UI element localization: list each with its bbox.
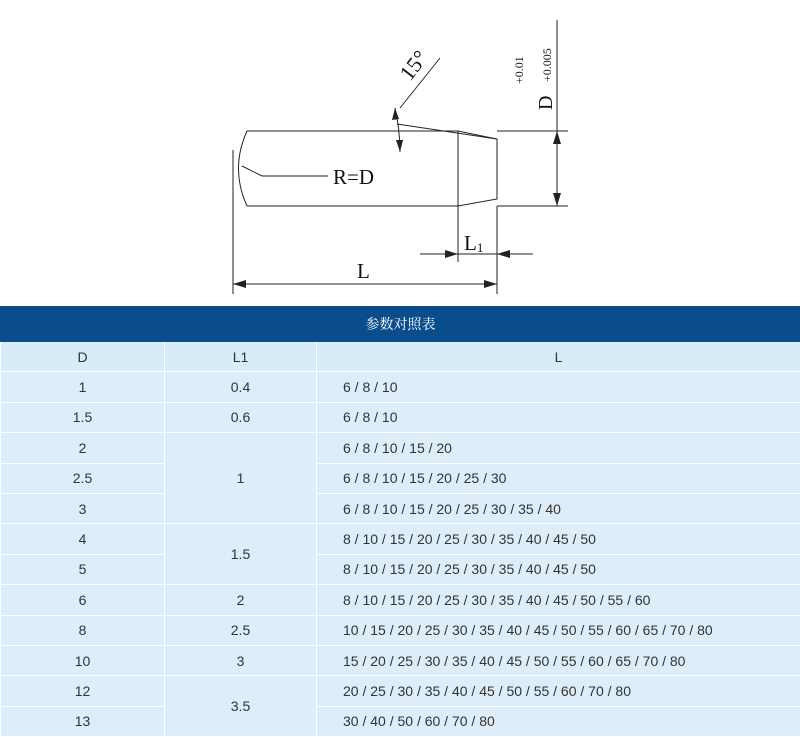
- length-arrow-left: [233, 280, 246, 288]
- tolerance-upper: +0.01: [512, 56, 526, 84]
- diameter-arrow-top: [553, 131, 561, 144]
- cell-d: 5: [1, 554, 165, 584]
- cell-l: 10 / 15 / 20 / 25 / 30 / 35 / 40 / 45 / 50 / 55 / 60 / 65 / 70 / 80: [317, 615, 800, 645]
- length-label: L: [357, 259, 370, 283]
- cell-l1: 0.4: [165, 372, 317, 402]
- cell-l: 8 / 10 / 15 / 20 / 25 / 30 / 35 / 40 / 45 / 50 / 55 / 60: [317, 585, 800, 615]
- cell-l1: 3: [165, 645, 317, 675]
- cell-d: 12: [1, 676, 165, 706]
- table-row: [1, 554, 800, 584]
- table-row: [1, 585, 800, 615]
- cell-l: 15 / 20 / 25 / 30 / 35 / 40 / 45 / 50 / 55 / 60 / 65 / 70 / 80: [317, 645, 800, 675]
- l1-arrow-left: [445, 250, 458, 258]
- cell-d: 6: [1, 585, 165, 615]
- l1-label-main: L: [464, 231, 477, 255]
- cell-l: 30 / 40 / 50 / 60 / 70 / 80: [317, 706, 800, 736]
- length-arrow-right: [484, 280, 497, 288]
- table-row: [1, 372, 800, 402]
- cell-l1: 1.5: [165, 524, 317, 585]
- angle-label: 15°: [394, 45, 433, 85]
- radius-leader: [242, 166, 262, 176]
- header-l: L: [317, 342, 800, 372]
- cell-l1: 1: [165, 433, 317, 524]
- pin-technical-drawing: [0, 0, 800, 306]
- cell-l1: 2: [165, 585, 317, 615]
- angle-arrow-top: [392, 108, 399, 120]
- cell-l: 6 / 8 / 10 / 15 / 20: [317, 433, 800, 463]
- diameter-arrow-bottom: [553, 193, 561, 206]
- table-row: [1, 615, 800, 645]
- table-row: [1, 433, 800, 463]
- cell-l: 8 / 10 / 15 / 20 / 25 / 30 / 35 / 40 / 45 / 50: [317, 524, 800, 554]
- cell-d: 1.5: [1, 402, 165, 432]
- table-title: 参数对照表: [1, 307, 800, 342]
- l1-label: [464, 231, 483, 255]
- table-row: [1, 706, 800, 736]
- cell-l: 6 / 8 / 10: [317, 402, 800, 432]
- table-header-row: [1, 342, 800, 372]
- l1-label-sub: 1: [477, 240, 484, 255]
- angle-arrow-bottom: [396, 140, 403, 152]
- table-row: [1, 676, 800, 706]
- tolerance-lower: +0.005: [540, 48, 554, 82]
- table-row: [1, 645, 800, 675]
- cell-l: 6 / 8 / 10 / 15 / 20 / 25 / 30 / 35 / 40: [317, 493, 800, 523]
- table-row: [1, 402, 800, 432]
- cell-d: 8: [1, 615, 165, 645]
- pin-rounded-end: [239, 131, 248, 206]
- l1-arrow-right: [497, 250, 510, 258]
- header-d: D: [1, 342, 165, 372]
- table-title-row: [1, 307, 800, 342]
- radius-label: R=D: [333, 165, 374, 189]
- cell-l: 20 / 25 / 30 / 35 / 40 / 45 / 50 / 55 / 60 / 70 / 80: [317, 676, 800, 706]
- cell-d: 4: [1, 524, 165, 554]
- cell-l: 6 / 8 / 10 / 15 / 20 / 25 / 30: [317, 463, 800, 493]
- cell-l: 8 / 10 / 15 / 20 / 25 / 30 / 35 / 40 / 45 / 50: [317, 554, 800, 584]
- table-row: [1, 493, 800, 523]
- parameter-table-container: [0, 306, 800, 737]
- cell-d: 10: [1, 645, 165, 675]
- cell-d: 2: [1, 433, 165, 463]
- table-row: [1, 524, 800, 554]
- header-l1: L1: [165, 342, 317, 372]
- cell-l: 6 / 8 / 10: [317, 372, 800, 402]
- cell-d: 3: [1, 493, 165, 523]
- cell-d: 1: [1, 372, 165, 402]
- parameter-table: [0, 306, 800, 737]
- cell-d: 13: [1, 706, 165, 736]
- cell-l1: 0.6: [165, 402, 317, 432]
- cell-l1: 2.5: [165, 615, 317, 645]
- diameter-label: D: [535, 96, 557, 110]
- cell-d: 2.5: [1, 463, 165, 493]
- table-row: [1, 463, 800, 493]
- cell-l1: 3.5: [165, 676, 317, 737]
